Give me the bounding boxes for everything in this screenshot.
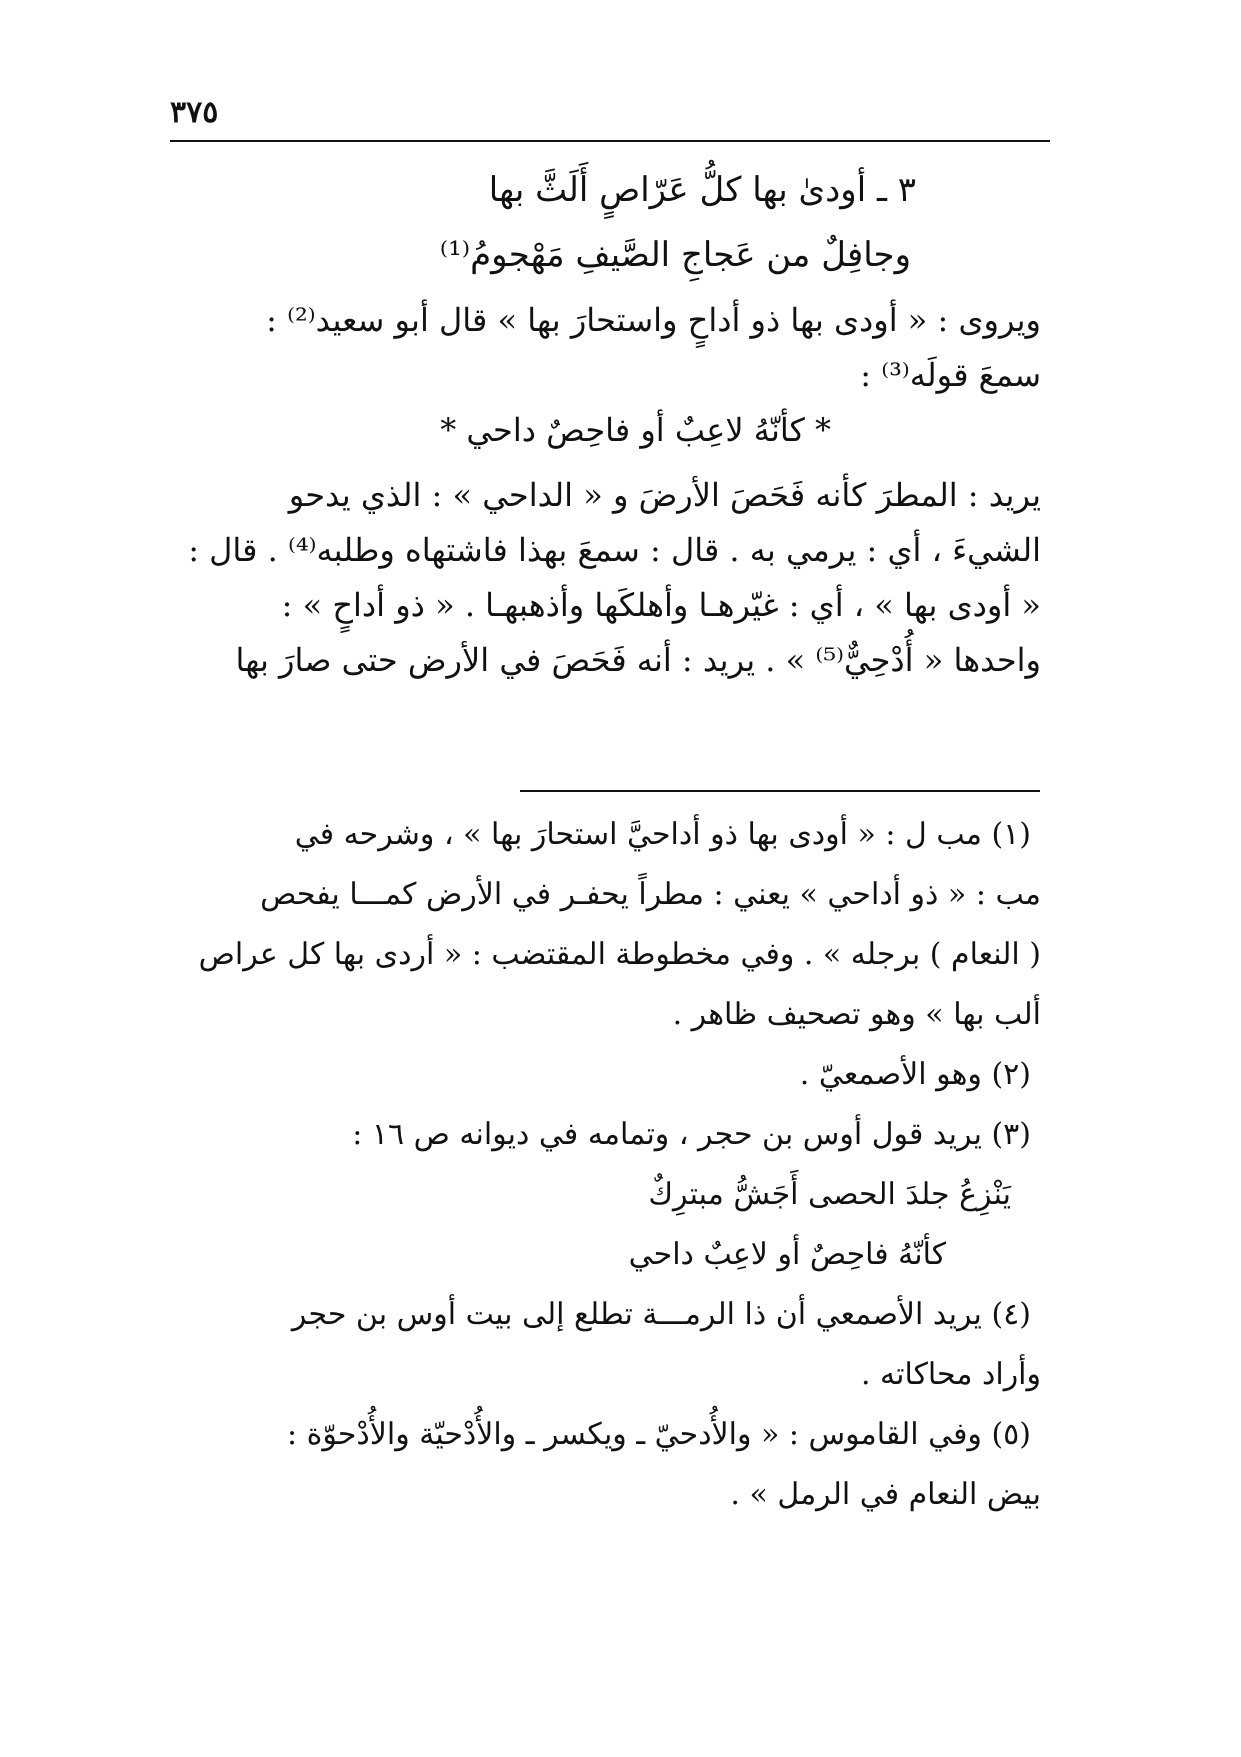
- body-line-6: « أودى بها » ، أي : غيّرهـا وأهلكَها وأذهبهـا . « ذو أداحٍ » :: [281, 586, 1041, 624]
- footnote-3: (٣) يريد قول أوس بن حجر ، وتمامه في ديوانه ص ١٦ :: [352, 1117, 1031, 1152]
- body-line-5: الشيءَ ، أي : يرمي به . قال : سمعَ بهذا فاشتهاه وطلبه⁽⁴⁾ . قال :: [188, 531, 1041, 569]
- footnote-3-verse-2: كأنّهُ فاحِصٌ أو لاعِبٌ داحي: [628, 1237, 946, 1272]
- footnote-1-line-1: (١) مب ل : « أودى بها ذو أداحيَّ استحارَ بها » ، وشرحه في: [294, 817, 1031, 852]
- page-number: ٣٧٥: [170, 95, 219, 130]
- footnote-5-line-1: (٥) وفي القاموس : « والأُدحيّ ـ ويكسر ـ والأُدْحيّة والأُدْحوّة :: [287, 1417, 1031, 1452]
- header-rule: [170, 140, 1050, 142]
- body-line-2: سمعَ قولَه⁽³⁾ :: [860, 356, 1041, 394]
- footnote-5-line-2: بيض النعام في الرمل » .: [730, 1477, 1041, 1512]
- footnote-rule: [520, 790, 1040, 792]
- footnote-1-line-4: ألب بها » وهو تصحيف ظاهر .: [672, 997, 1041, 1032]
- body-line-1: ويروى : « أودى بها ذو أداحٍ واستحارَ بها » قال أبو سعيد⁽²⁾ :: [266, 301, 1041, 339]
- footnote-3-verse-1: يَنْزِعُ جلدَ الحصى أَجَشُّ مبترِكٌ: [648, 1177, 1011, 1212]
- footnote-1-line-2: مب : « ذو أداحي » يعني : مطراً يحفـر في الأرض كمـــا يفحص: [260, 877, 1041, 912]
- body-line-4: يريد : المطرَ كأنه فَحَصَ الأرضَ و « الداحي » : الذي يدحو: [288, 476, 1041, 514]
- body-quote: * كأنّهُ لاعِبٌ أو فاحِصٌ داحي *: [440, 411, 831, 449]
- body-line-7: واحدها « أُدْحِيٌّ⁽⁵⁾ » . يريد : أنه فَحَصَ في الأرض حتى صارَ بها: [235, 641, 1041, 679]
- footnote-4-line-1: (٤) يريد الأصمعي أن ذا الرمـــة تطلع إلى بيت أوس بن حجر: [291, 1297, 1031, 1332]
- footnote-1-line-3: ( النعام ) برجله » . وفي مخطوطة المقتضب : « أردى بها كل عراص: [198, 937, 1041, 972]
- verse-line-1: ٣ ـ أودىٰ بها كلُّ عَرّاصٍ أَلَثَّ بها: [488, 170, 916, 210]
- verse-line-2: وجافِلٌ من عَجاجِ الصَّيفِ مَهْجومُ⁽¹⁾: [439, 235, 911, 275]
- footnote-4-line-2: وأراد محاكاته .: [860, 1357, 1041, 1392]
- footnote-2: (٢) وهو الأصمعيّ .: [799, 1057, 1031, 1092]
